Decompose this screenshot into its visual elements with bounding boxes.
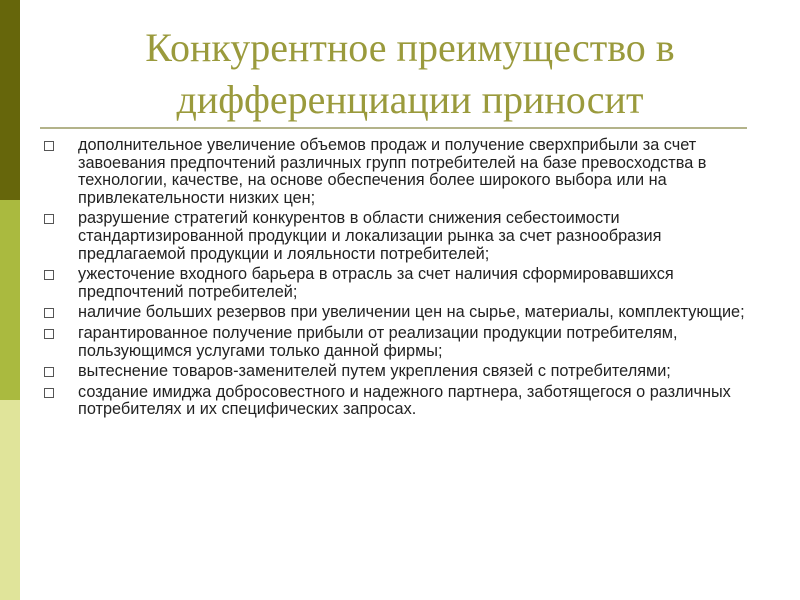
bullet-text: дополнительное увеличение объемов продаж и получение сверхприбыли за счет завоевания предпочтений различных групп потребителей на базе превосходства в технологии, качестве, на основе обеспечения более широкого выбора или на привлекательности низких цен; [78, 136, 707, 207]
sidebar-stripe-dark [0, 0, 20, 200]
bullet-item [44, 266, 756, 301]
title-divider [40, 127, 747, 129]
bullet-text: вытеснение товаров-заменителей путем укрепления связей с потребителями; [78, 362, 671, 381]
bullet-item [44, 137, 756, 207]
bullet-item [44, 210, 756, 263]
square-bullet-icon [44, 329, 54, 339]
bullet-text: наличие больших резервов при увеличении цен на сырье, материалы, комплектующие; [78, 303, 745, 322]
bullet-item [44, 384, 756, 419]
sidebar-stripe-medium [0, 200, 20, 400]
square-bullet-icon [44, 367, 54, 377]
slide-title-line-2: дифференциации приносит [176, 77, 644, 122]
bullet-list [44, 137, 756, 422]
bullet-text: ужесточение входного барьера в отрасль за счет наличия сформировавшихся предпочтений потребителей; [78, 265, 674, 301]
slide-title-line-1: Конкурентное преимущество в [145, 25, 675, 70]
square-bullet-icon [44, 141, 54, 151]
bullet-item [44, 304, 756, 322]
square-bullet-icon [44, 270, 54, 280]
square-bullet-icon [44, 388, 54, 398]
bullet-text: гарантированное получение прибыли от реализации продукции потребителям, пользующимся услугами только данной фирмы; [78, 323, 678, 360]
square-bullet-icon [44, 214, 54, 224]
bullet-item [44, 363, 756, 381]
bullet-text: разрушение стратегий конкурентов в области снижения себестоимости стандартизированной продукции и локализации рынка за счет разнообразия предлагаемой продукции и лояльности потребителей; [78, 209, 662, 263]
sidebar-stripe-light [0, 400, 20, 600]
bullet-text: создание имиджа добросовестного и надежного партнера, заботящегося о различных потребителях и их специфических запросах. [78, 382, 731, 419]
bullet-item [44, 325, 756, 360]
slide-title [60, 22, 760, 126]
square-bullet-icon [44, 308, 54, 318]
